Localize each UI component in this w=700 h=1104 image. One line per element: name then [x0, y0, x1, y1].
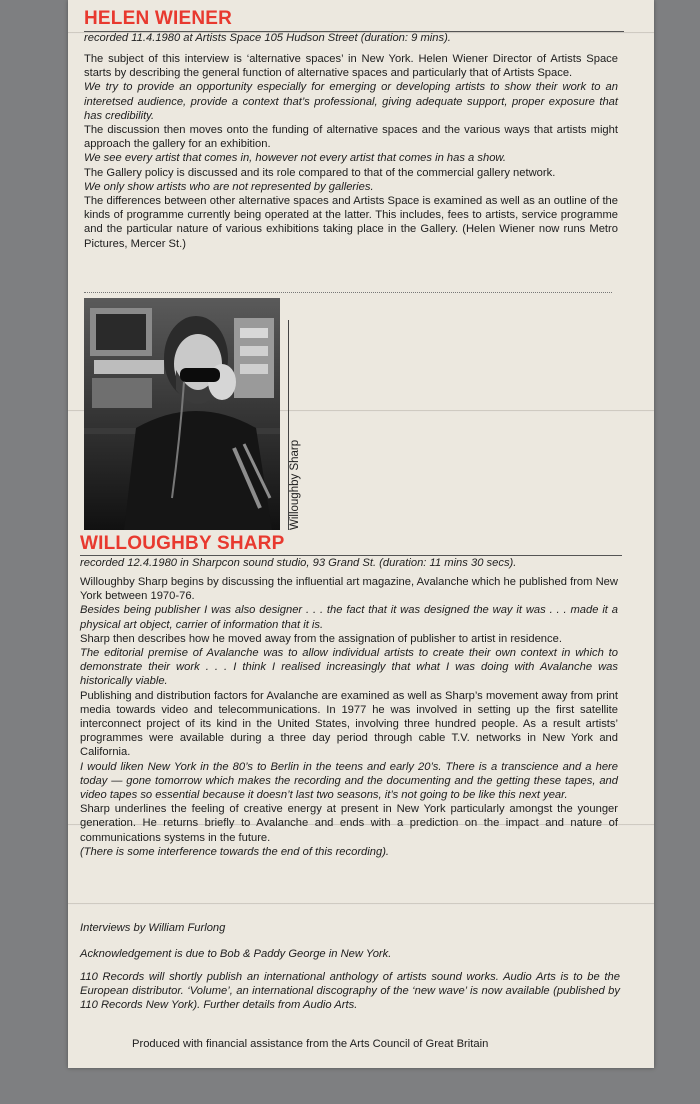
section1-paragraph: The differences between other alternative spaces and Artists Space is examined as well as an outline of the kinds of programme currently being operated at the latter. This includes, fees to artists, service programme and the particular nature of various exhibitions taking place in the Gallery. (Helen Wiener now runs Metro Pictures, Mercer St.)	[84, 195, 618, 250]
section2-quote: The editorial premise of Avalanche was to allow individual artists to create their own context in which to demonstrate their work . . . I think I realised increasingly that what I was doing with Avalanche was historically viable.	[80, 647, 618, 688]
section2-body	[80, 575, 618, 859]
section1-quote: We see every artist that comes in, however not every artist that comes in has a show.	[84, 152, 506, 165]
photo-illustration	[84, 298, 280, 530]
section2-quote: Besides being publisher I was also designer . . . the fact that it was designed the way it was . . . made it a physical art object, carrier of information that it is.	[80, 604, 618, 631]
section1-paragraph: The Gallery policy is discussed and its role compared to that of the commercial gallery network.	[84, 166, 556, 179]
fold-line	[68, 903, 654, 905]
section2-paragraph: Willoughby Sharp begins by discussing the influential art magazine, Avalanche which he published from New York between 1970-76.	[80, 576, 618, 603]
section2-name: WILLOUGHBY SHARP	[80, 533, 285, 554]
section2-recorded: recorded 12.4.1980 in Sharpcon sound studio, 93 Grand St. (duration: 11 mins 30 secs).	[80, 557, 517, 569]
section2-quote: (There is some interference towards the end of this recording).	[80, 845, 390, 858]
section1-paragraph: The discussion then moves onto the funding of alternative spaces and the various ways that artists might approach the gallery for an exhibition.	[84, 124, 618, 151]
section1-recorded: recorded 11.4.1980 at Artists Space 105 Hudson Street (duration: 9 mins).	[84, 32, 451, 44]
section1-body	[84, 52, 618, 251]
section1-quote: We try to provide an opportunity especially for emerging or developing artists to show their work to an interetsed audience, provide a context that’s professional, giving adequate support, proper exposure that has credibility.	[84, 81, 618, 122]
section2-rule	[80, 555, 622, 556]
section1-quote: We only show artists who are not represented by galleries.	[84, 180, 374, 193]
footer-acknowledgement: Acknowledgement is due to Bob & Paddy George in New York.	[80, 948, 392, 960]
footer-interviews: Interviews by William Furlong	[80, 922, 226, 934]
section1-name: HELEN WIENER	[84, 8, 233, 29]
section1-divider	[84, 292, 612, 293]
section2-quote: I would liken New York in the 80’s to Berlin in the teens and early 20’s. There is a transcience and a here today — gone tomorrow which makes the recording and the documenting and the getting these tapes, and video tapes so essential because it doesn’t last two seasons, it’s not going to be like this next year.	[80, 760, 618, 802]
liner-notes-page	[68, 0, 654, 1068]
footer-produced: Produced with financial assistance from the Arts Council of Great Britain	[132, 1038, 489, 1050]
willoughby-sharp-photo	[84, 298, 280, 530]
section2-paragraph: Sharp then describes how he moved away from the assignation of publisher to artist in residence.	[80, 632, 562, 645]
photo-credit	[288, 320, 303, 530]
photo-credit-text: Willoughby Sharp	[289, 439, 301, 530]
section2-paragraph: Sharp underlines the feeling of creative energy at present in New York particularly amongst the younger generation. He returns briefly to Avalanche and ends with a prediction on the impact and nature of communications systems in the future.	[80, 803, 618, 844]
footer-records: 110 Records will shortly publish an international anthology of artists sound works. Audio Arts is to be the European distributor. ‘Volume’, an international discography of the ‘new wave’ is now available (published by 110 Records New York). Further details from Audio Arts.	[80, 971, 620, 1012]
section1-paragraph: The subject of this interview is ‘alternative spaces’ in New York. Helen Wiener Director of Artists Space starts by describing the general function of alternative spaces and particularly that of Artists Space.	[84, 53, 618, 80]
section2-paragraph: Publishing and distribution factors for Avalanche are examined as well as Sharp’s movement away from print media towards video and telecommunications. In 1977 he was involved in setting up the first satellite interconnect project of its kind in the United States, involving three hundred people. As a result artists’ programmes were available during a three day period through cable T.V. networks in New York and California.	[80, 689, 618, 759]
